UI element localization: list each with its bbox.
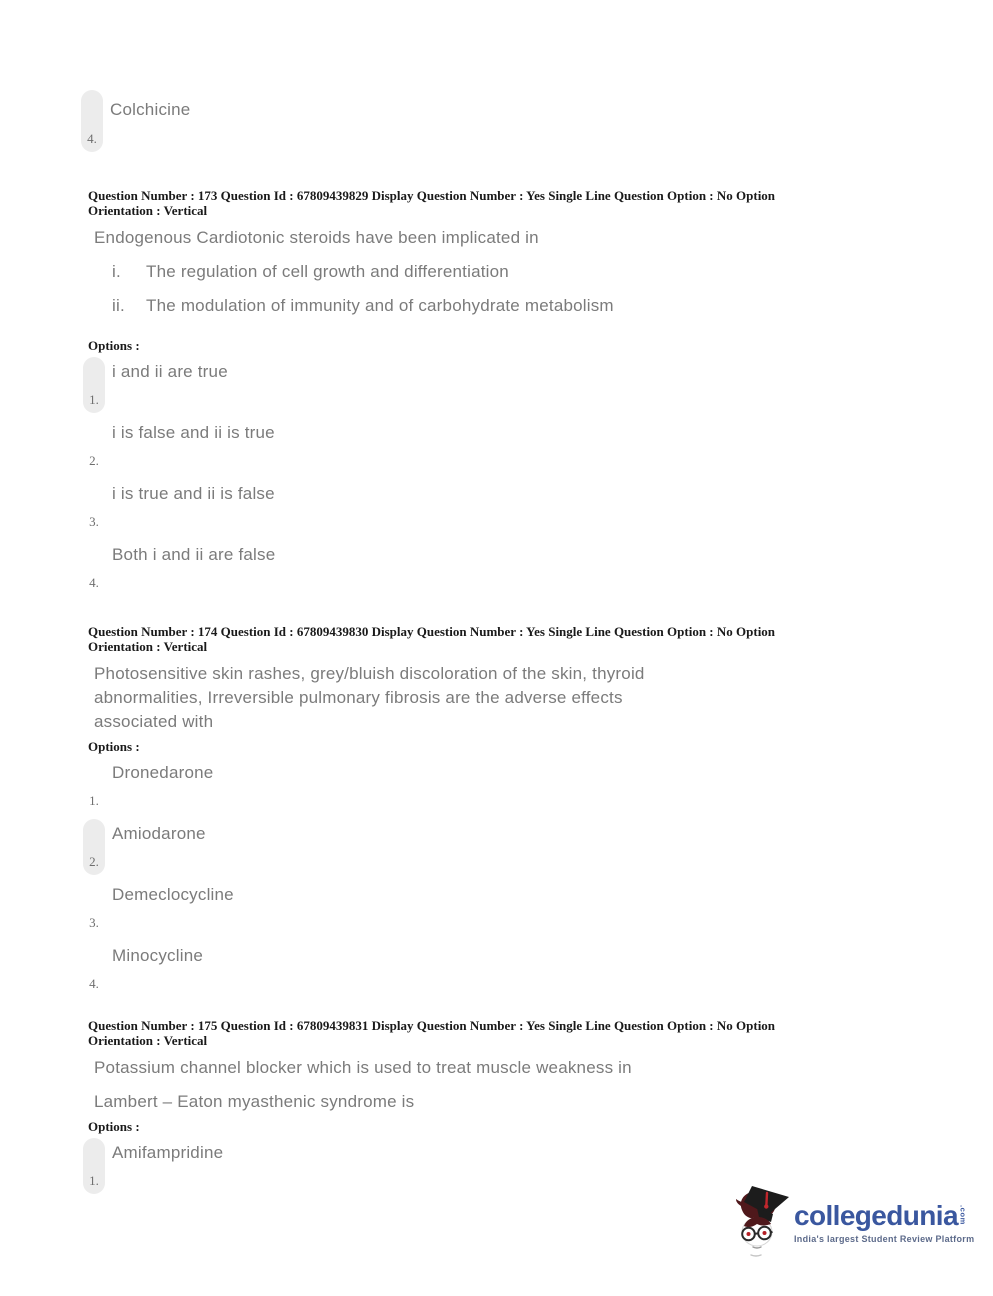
brand-text: [794, 1202, 974, 1244]
option-number: 4.: [87, 131, 97, 146]
question-statement-line: Endogenous Cardiotonic steroids have been implicated in: [94, 228, 539, 247]
option-number: 1.: [89, 793, 99, 808]
option-number: 2.: [89, 453, 99, 468]
question-header-line: Orientation : Vertical: [88, 203, 208, 218]
question-statement-line: Lambert – Eaton myasthenic syndrome is: [94, 1092, 415, 1111]
brand-suffix: .com: [958, 1205, 968, 1225]
question-header-line: Question Number : 174 Question Id : 67809439830 Display Question Number : Yes Single Line Question Option : No Option: [88, 624, 776, 639]
mascot-icon: [733, 1186, 791, 1258]
question-statement-line: abnormalities, Irreversible pulmonary fibrosis are the adverse effects: [94, 688, 623, 707]
option-label: Amifampridine: [112, 1143, 224, 1162]
option-label: Colchicine: [110, 100, 191, 119]
option-label: Both i and ii are false: [112, 545, 276, 564]
brand-tagline: India's largest Student Review Platform: [794, 1234, 975, 1244]
options-list: [83, 357, 918, 596]
option-number: 2.: [89, 854, 99, 869]
option-label: i is false and ii is true: [112, 423, 275, 442]
question-header-line: Orientation : Vertical: [88, 639, 208, 654]
option-marker: [83, 540, 105, 596]
question-statement: [94, 1056, 918, 1114]
options-list: [83, 758, 918, 997]
subitem-text: The regulation of cell growth and differentiation: [146, 262, 509, 281]
option-label: i is true and ii is false: [112, 484, 275, 503]
option-number: 1.: [89, 392, 99, 407]
subitem-marker: i.: [112, 262, 121, 281]
option-number: 3.: [89, 915, 99, 930]
options-label: Options :: [88, 1119, 140, 1134]
question-statement-line: Potassium channel blocker which is used to treat muscle weakness in: [94, 1058, 632, 1077]
question-statement: [94, 226, 918, 250]
option-marker-selected: [83, 1138, 105, 1194]
option-marker-selected: [83, 819, 105, 875]
option-row[interactable]: [83, 540, 918, 596]
subitem-text: The modulation of immunity and of carbohydrate metabolism: [146, 296, 614, 315]
question-subitems: [112, 260, 918, 318]
option-number: 1.: [89, 1173, 99, 1188]
question-statement: [94, 662, 918, 734]
question-header: [88, 1018, 918, 1048]
option-marker: [83, 479, 105, 535]
option-number: 3.: [89, 514, 99, 529]
question-header-line: Question Number : 173 Question Id : 67809439829 Display Question Number : Yes Single Line Question Option : No Option: [88, 188, 776, 203]
question-block: [88, 624, 918, 1002]
option-marker: [83, 941, 105, 997]
option-marker-selected: [83, 357, 105, 413]
question-header-line: Orientation : Vertical: [88, 1033, 208, 1048]
option-row[interactable]: [83, 758, 918, 814]
option-marker: [83, 880, 105, 936]
leading-option: [81, 90, 190, 157]
question-subitem: [112, 294, 918, 318]
question-header-line: Question Number : 175 Question Id : 67809439831 Display Question Number : Yes Single Line Question Option : No Option: [88, 1018, 776, 1033]
option-label: i and ii are true: [112, 362, 228, 381]
option-row[interactable]: [83, 357, 918, 413]
option-row[interactable]: [83, 941, 918, 997]
brand-name: collegedunia: [794, 1200, 958, 1231]
option-row[interactable]: [83, 418, 918, 474]
option-row[interactable]: [83, 819, 918, 875]
option-label: Demeclocycline: [112, 885, 234, 904]
question-statement-line: Photosensitive skin rashes, grey/bluish discoloration of the skin, thyroid: [94, 664, 645, 683]
option-row[interactable]: [83, 880, 918, 936]
option-number: 4.: [89, 575, 99, 590]
option-marker: [83, 418, 105, 474]
option-row[interactable]: [81, 90, 190, 152]
option-label: Minocycline: [112, 946, 204, 965]
collegedunia-logo[interactable]: [733, 1186, 974, 1258]
question-subitem: [112, 260, 918, 284]
question-statement-line: associated with: [94, 712, 214, 731]
option-marker-selected: [81, 90, 103, 152]
subitem-marker: ii.: [112, 296, 125, 315]
options-label: Options :: [88, 338, 140, 353]
question-header: [88, 188, 918, 218]
option-label: Dronedarone: [112, 763, 214, 782]
option-row[interactable]: [83, 479, 918, 535]
option-label: Amiodarone: [112, 824, 206, 843]
options-label: Options :: [88, 739, 140, 754]
question-header: [88, 624, 918, 654]
option-number: 4.: [89, 976, 99, 991]
question-block: [88, 188, 918, 601]
question-block: [88, 1018, 918, 1199]
option-marker: [83, 758, 105, 814]
